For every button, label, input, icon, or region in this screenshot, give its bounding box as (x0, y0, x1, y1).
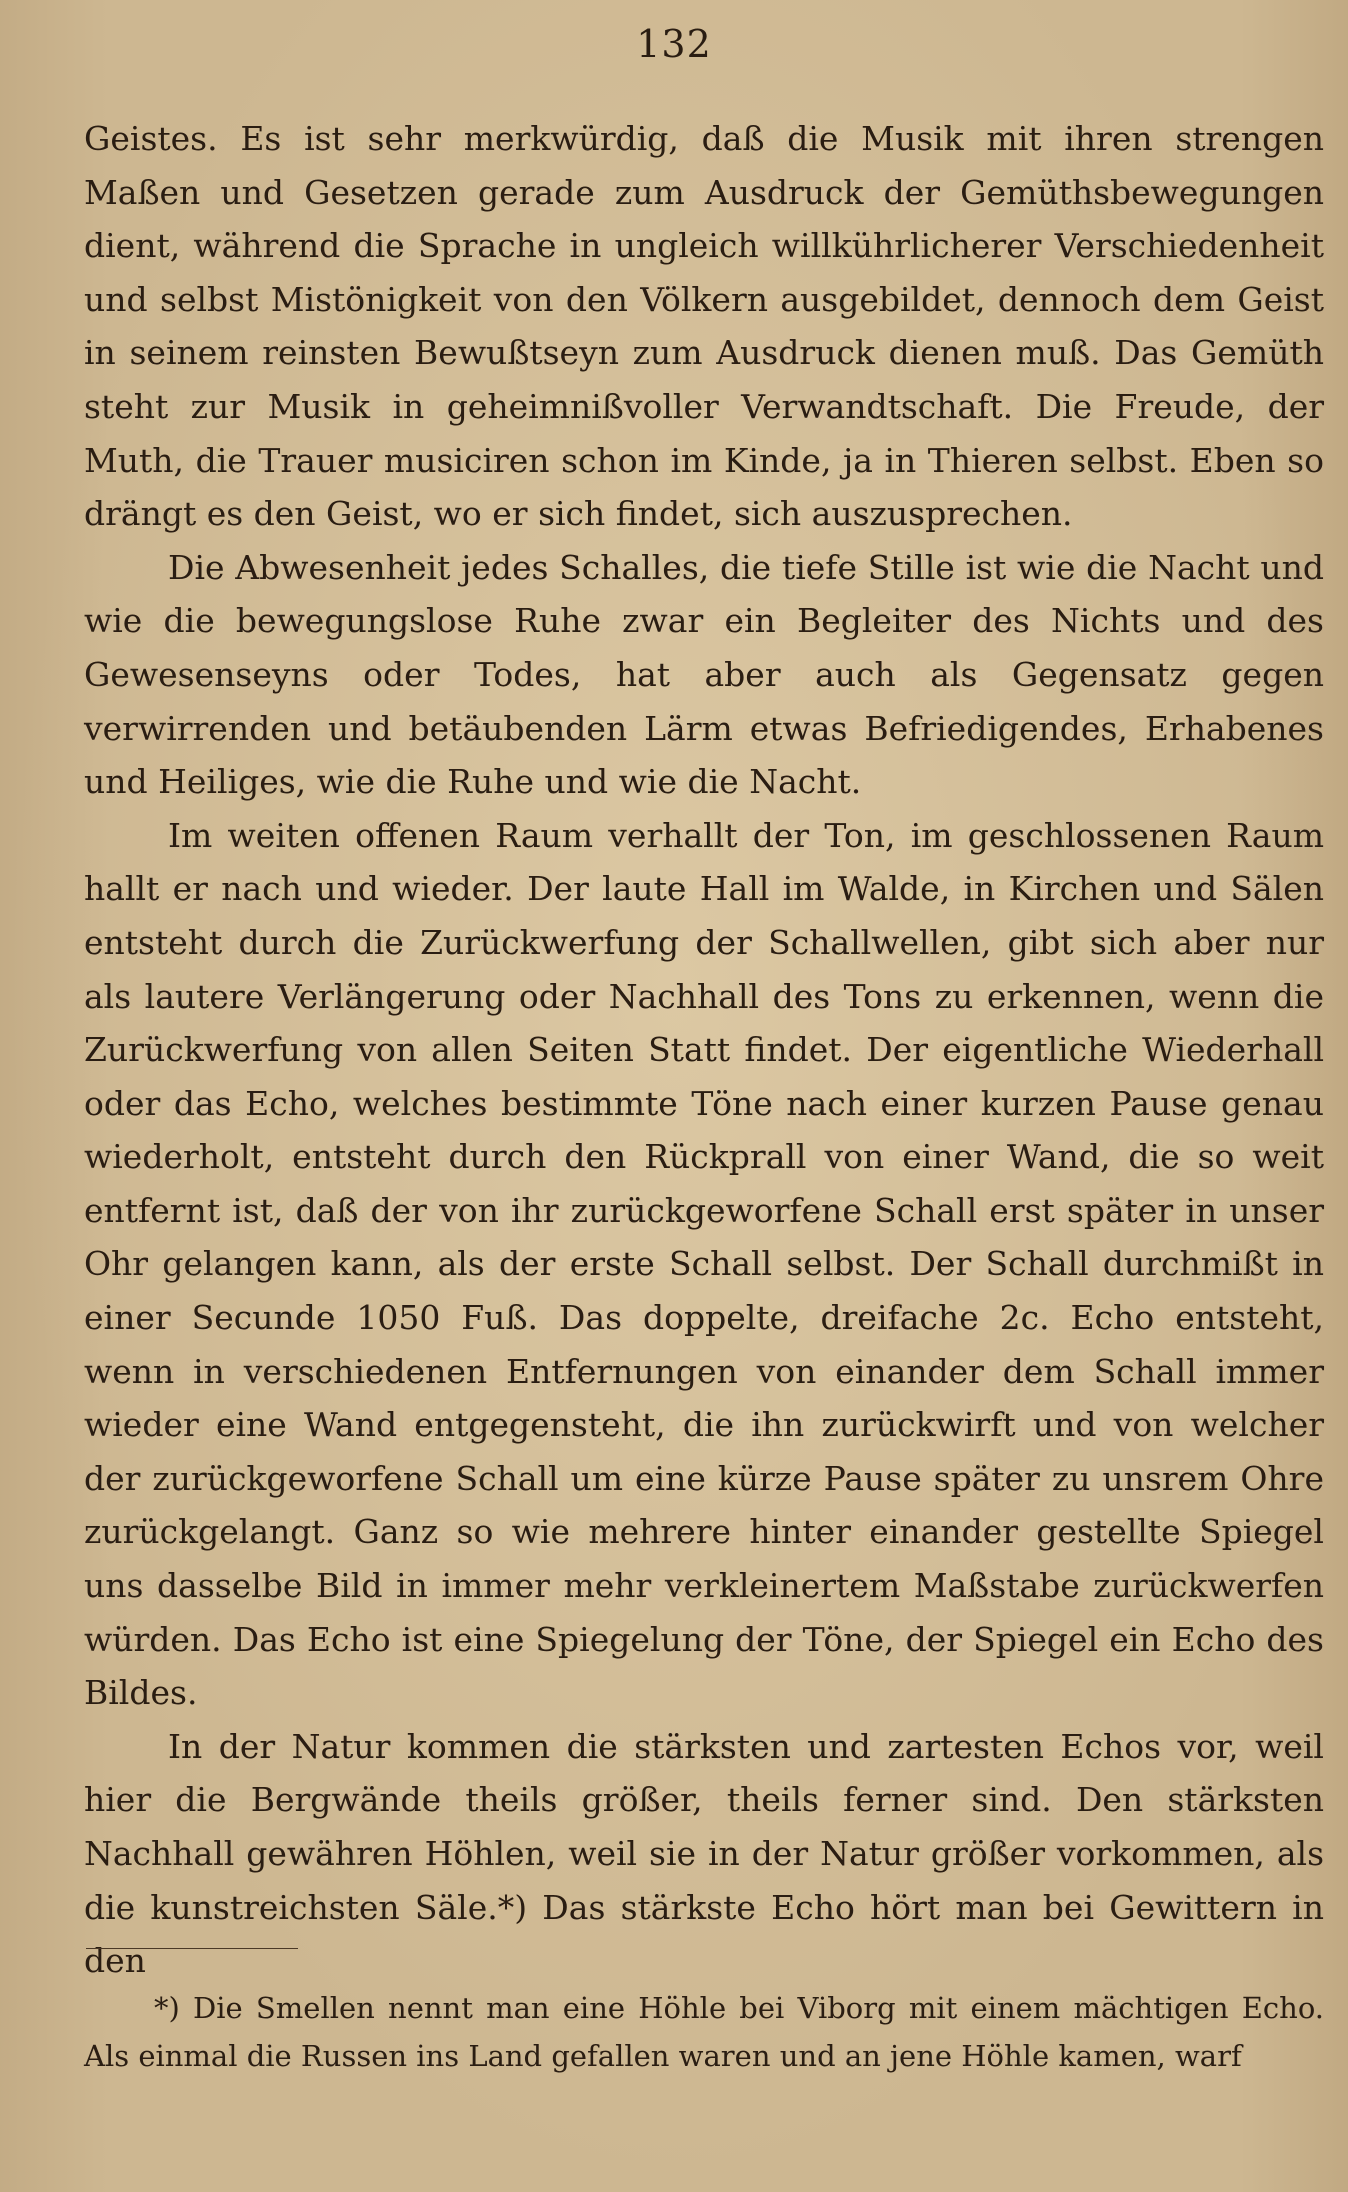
footnote (84, 1984, 1324, 2080)
paragraph-3: Im weiten offenen Raum verhallt der Ton, im geschlossenen Raum hallt er nach und wieder. Der laute Hall im Walde, in Kirchen und Sälen entsteht durch die Zurückwerfung der Schallwellen, gibt sich aber nur als lautere Verlängerung oder Nachhall des Tons zu erkennen, wenn die Zurückwerfung von allen Seiten Statt findet. Der eigentliche Wiederhall oder das Echo, welches bestimmte Töne nach einer kurzen Pause genau wiederholt, entsteht durch den Rückprall von einer Wand, die so weit entfernt ist, daß der von ihr zurückgeworfene Schall erst später in unser Ohr gelangen kann, als der erste Schall selbst. Der Schall durchmißt in einer Secunde 1050 Fuß. Das doppelte, dreifache 2c. Echo entsteht, wenn in verschiedenen Entfernungen von einander dem Schall immer wieder eine Wand entgegensteht, die ihn zurückwirft und von welcher der zurückgeworfene Schall um eine kürze Pause später zu unsrem Ohre zurückgelangt. Ganz so wie mehrere hinter einander gestellte Spiegel uns dasselbe Bild in immer mehr verkleinertem Maßstabe zurückwerfen würden. Das Echo ist eine Spiegelung der Töne, der Spiegel ein Echo des Bildes. (84, 815, 1324, 1713)
paragraph-2: Die Abwesenheit jedes Schalles, die tiefe Stille ist wie die Nacht und wie die bewegungslose Ruhe zwar ein Begleiter des Nichts und des Gewesenseyns oder Todes, hat aber auch als Gegensatz gegen verwirrenden und betäubenden Lärm etwas Befriedigendes, Erhabenes und Heiliges, wie die Ruhe und wie die Nacht. (84, 547, 1324, 802)
paragraph-4: In der Natur kommen die stärksten und zartesten Echos vor, weil hier die Bergwände theils größer, theils ferner sind. Den stärksten Nachhall gewähren Höhlen, weil sie in der Natur größer vorkommen, als die kunstreichsten Säle.*) Das stärkste Echo hört man bei Gewittern in den (84, 1726, 1324, 1981)
paragraph-1: Geistes. Es ist sehr merkwürdig, daß die Musik mit ihren strengen Maßen und Gesetzen gerade zum Ausdruck der Gemüthsbewegungen dient, während die Sprache in ungleich willkührlicherer Verschiedenheit und selbst Mistönigkeit von den Völkern ausgebildet, dennoch dem Geist in seinem reinsten Bewußtseyn zum Ausdruck dienen muß. Das Gemüth steht zur Musik in geheimnißvoller Verwandtschaft. Die Freude, der Muth, die Trauer musiciren schon im Kinde, ja in Thieren selbst. Eben so drängt es den Geist, wo er sich findet, sich auszusprechen. (84, 119, 1324, 534)
footnote-text: *) Die Smellen nennt man eine Höhle bei Viborg mit einem mächtigen Echo. Als einmal die Russen ins Land gefallen waren und an jene Höhle kamen, warf (84, 1991, 1324, 2073)
page-number: 132 (636, 22, 712, 66)
footnote-divider (86, 1948, 298, 1949)
body-text (84, 112, 1324, 1988)
